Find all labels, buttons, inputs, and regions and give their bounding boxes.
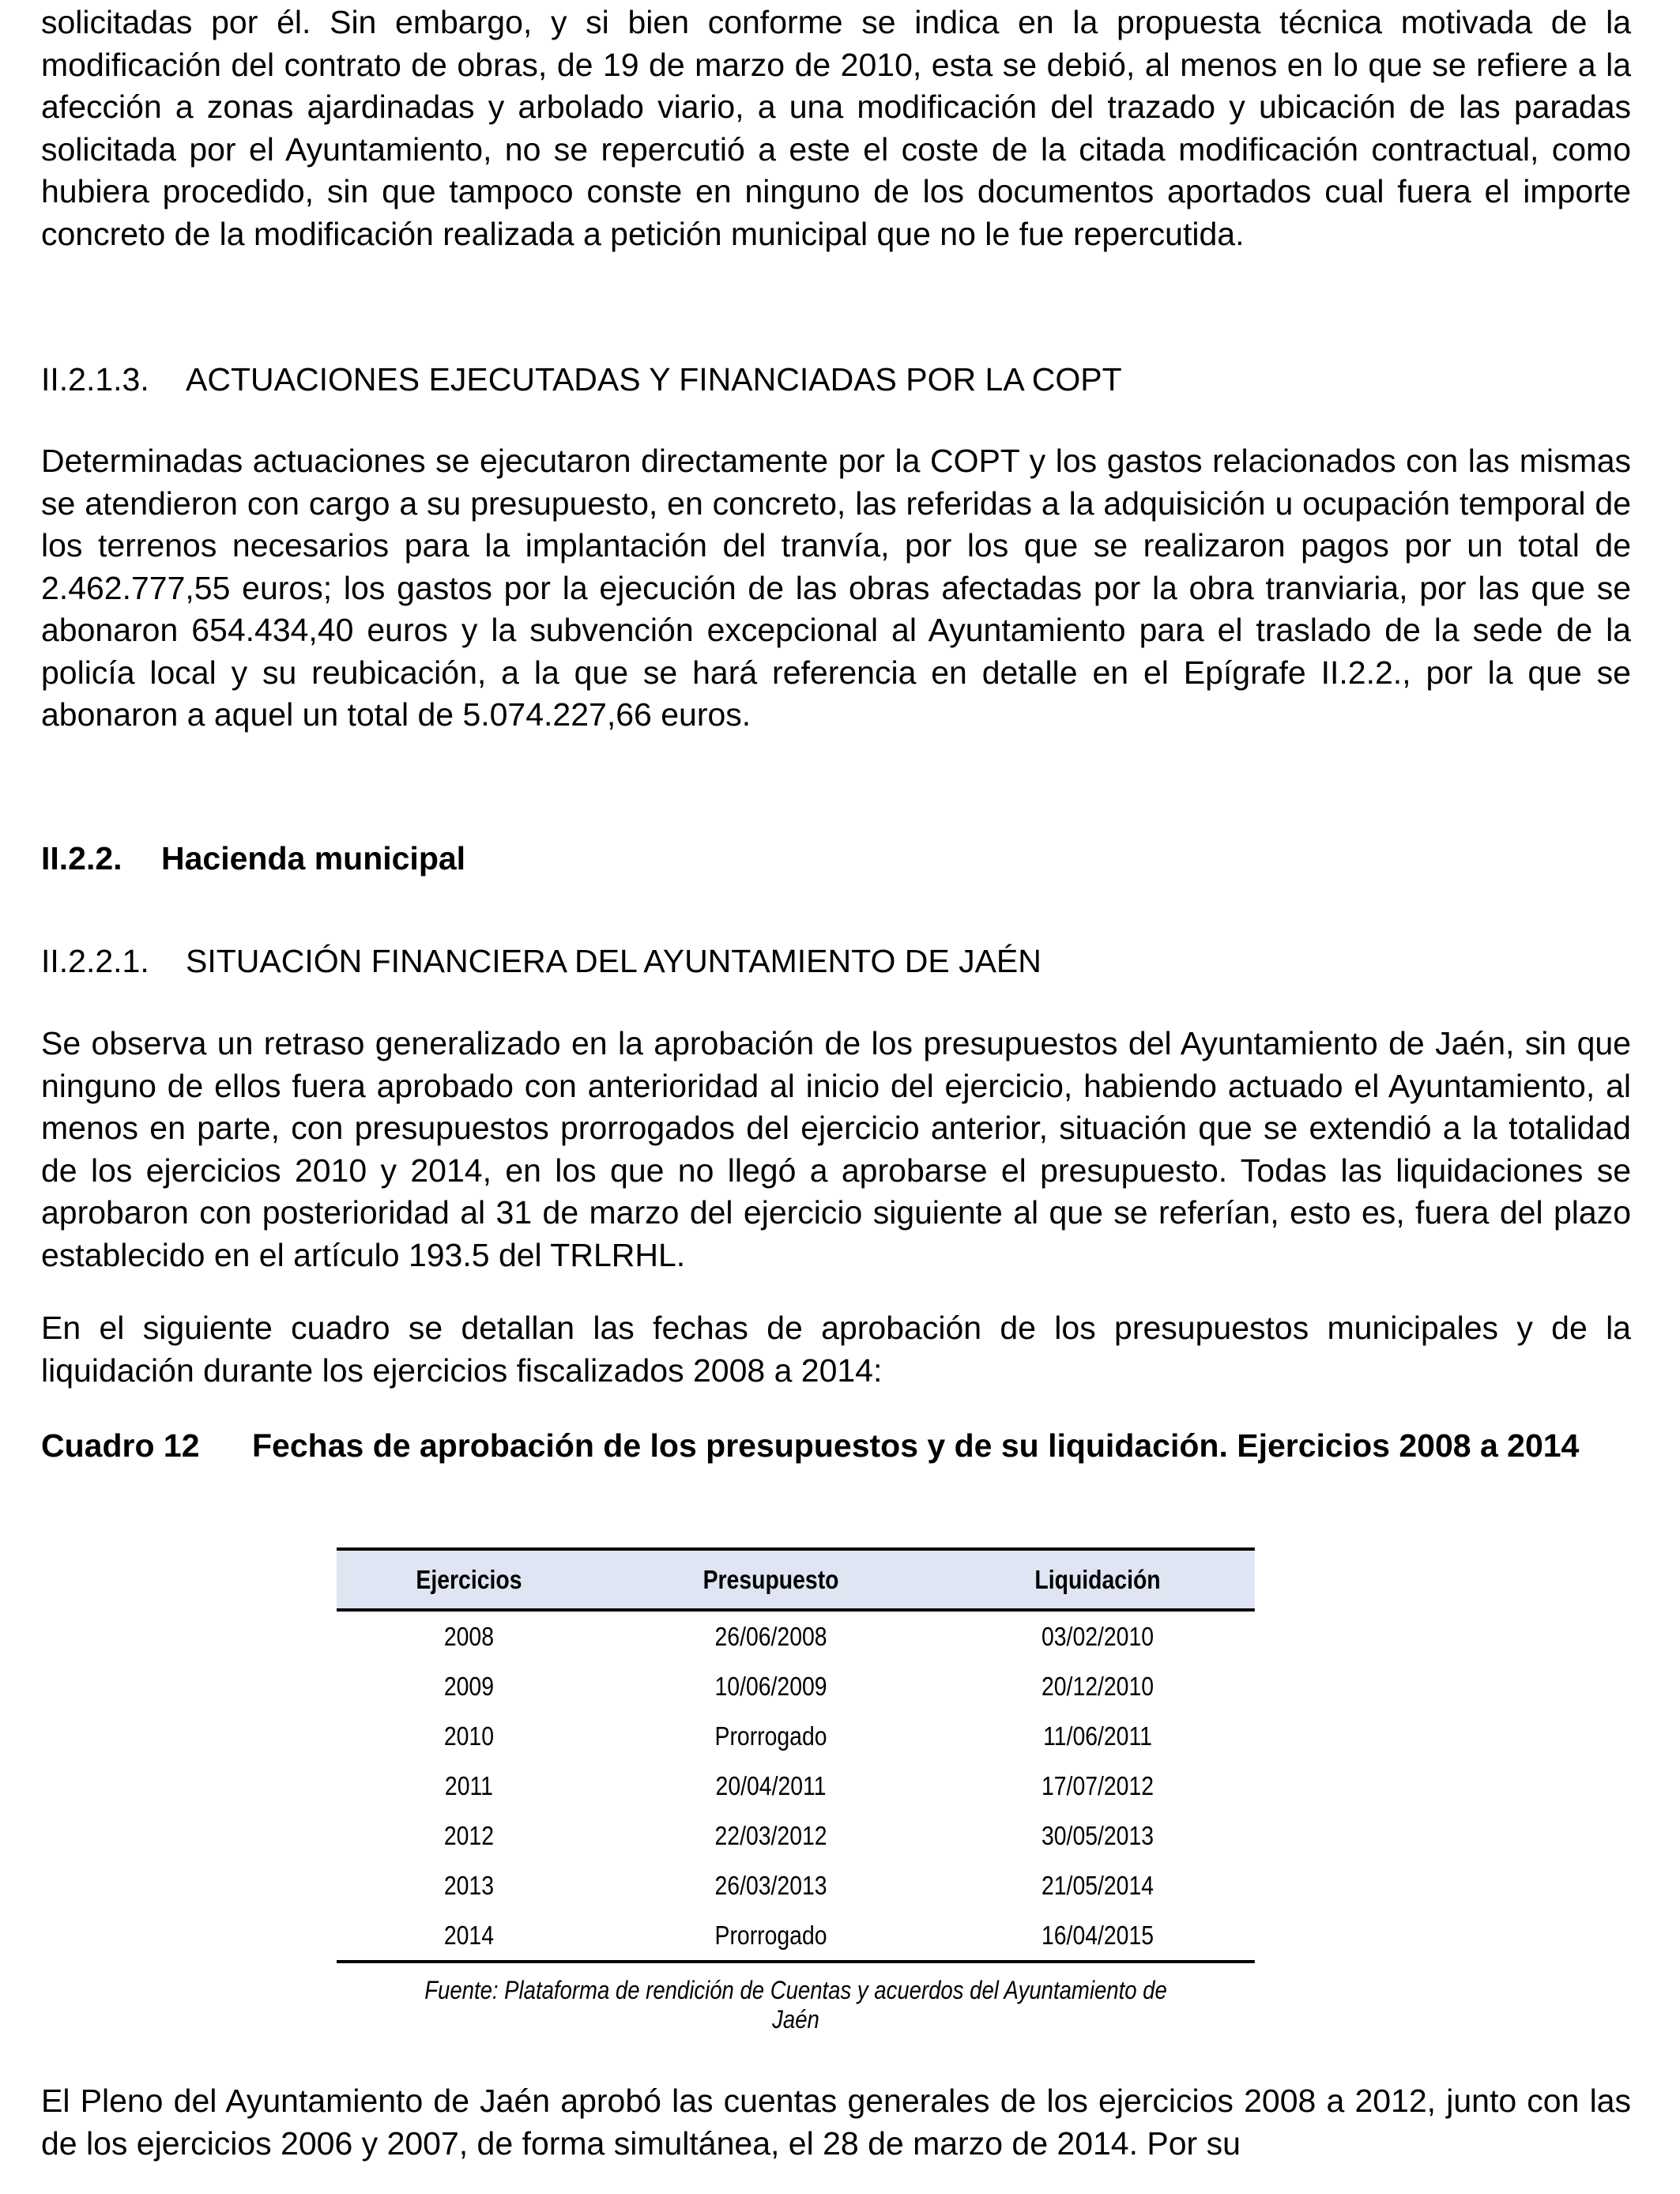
header-ejercicios: Ejercicios [337,1549,601,1610]
section-number: II.2.2. [41,840,122,876]
cell-settlement: 20/12/2010 [1041,1671,1155,1701]
cell-settlement: 30/05/2013 [1041,1820,1155,1850]
cell-year: 2014 [337,1910,601,1962]
header-presupuesto: Presupuesto [601,1549,940,1610]
table-row [337,1860,1255,1910]
table-row [337,1811,1255,1860]
table-title: Fechas de aprobación de los presupuestos y de su liquidación. Ejercicios 2008 a 2014 [252,1427,1580,1464]
table-intro-paragraph: En el siguiente cuadro se detallan las fechas de aprobación de los presupuestos municipales y de la liquidación durante los ejercicios fiscalizados 2008 a 2014: [41,1310,1631,1389]
intro-paragraph: solicitadas por él. Sin embargo, y si bien conforme se indica en la propuesta técnica motivada de la modificación del contrato de obras, de 19 de marzo de 2010, esta se debió, al menos en lo que se refiere a la afección a zonas ajardinadas y arbolado viario, a una modificación del trazado y ubicación de las paradas solicitada por el Ayuntamiento, no se repercutió a este el coste de la citada modificación contractual, como hubiera procedido, sin que tampoco conste en ninguno de los documentos aportados cual fuera el importe concreto de la modificación realizada a petición municipal que no le fue repercutida. [41,4,1631,252]
section-heading-2-2-1 [41,941,1042,982]
table-row [337,1910,1255,1962]
cell-budget: Prorrogado [601,1910,940,1962]
cell-budget: 22/03/2012 [714,1820,827,1850]
table-label: Cuadro 12 [41,1427,200,1464]
finance-paragraph: Se observa un retraso generalizado en la aprobación de los presupuestos del Ayuntamiento de Jaén, sin que ninguno de ellos fuera aprobado con anterioridad al inicio del ejercicio, habiendo actuado el Ayuntamiento, al menos en parte, con presupuestos prorrogados del ejercicio anterior, situación que se extendió a la totalidad de los ejercicios 2010 y 2014, en los que no llegó a aprobarse el presupuesto. Todas las liquidaciones se aprobaron con posterioridad al 31 de marzo del ejercicio siguiente al que se referían, esto es, fuera del plazo establecido en el artículo 193.5 del TRLRHL. [41,1025,1631,1273]
cell-year: 2013 [443,1870,495,1900]
cell-settlement: 17/07/2012 [1041,1770,1155,1800]
table-source-note: Fuente: Plataforma de rendición de Cuentas y acuerdos del Ayuntamiento de Jaén [424,1976,1167,2034]
table-row [337,1661,1255,1711]
table-caption [41,1425,1631,1467]
cell-year: 2012 [443,1820,495,1850]
section-title: ACTUACIONES EJECUTADAS Y FINANCIADAS POR LA COPT [186,361,1122,398]
cell-year: 2009 [443,1671,495,1701]
table-container [337,1547,1255,2034]
cell-settlement: 16/04/2015 [940,1910,1255,1962]
copt-paragraph: Determinadas actuaciones se ejecutaron directamente por la COPT y los gastos relacionados con las mismas se atendieron con cargo a su presupuesto, en concreto, las referidas a la adquisición u ocupación temporal de los terrenos necesarios para la implantación del tranvía, por los que se realizaron pagos por un total de 2.462.777,55 euros; los gastos por la ejecución de las obras afectadas por la obra tranviaria, por las que se abonaron 654.434,40 euros y la subvención excepcional al Ayuntamiento para el traslado de la sede de la policía local y su reubicación, a la que se hará referencia en detalle en el Epígrafe II.2.2., por la que se abonaron a aquel un total de 5.074.227,66 euros. [41,443,1631,733]
table-row [337,1711,1255,1761]
cell-budget: Prorrogado [714,1721,827,1751]
cell-year: 2010 [443,1721,495,1751]
cell-budget: 10/06/2009 [714,1671,827,1701]
closing-paragraph: El Pleno del Ayuntamiento de Jaén aprobó las cuentas generales de los ejercicios 2008 a 2012, junto con las de los ejercicios 2006 y 2007, de forma simultánea, el 28 de marzo de 2014. Por su [41,2083,1631,2162]
header-liquidacion: Liquidación [940,1549,1255,1610]
cell-budget: 26/03/2013 [714,1870,827,1900]
cell-year: 2011 [444,1770,493,1800]
cell-settlement: 21/05/2014 [1041,1870,1155,1900]
cell-budget: 20/04/2011 [715,1770,827,1800]
table-row [337,1761,1255,1811]
cell-year: 2008 [443,1621,495,1651]
table-header-row [337,1549,1255,1610]
cell-budget: 26/06/2008 [714,1621,827,1651]
section-title: Hacienda municipal [161,840,466,876]
section-number: II.2.2.1. [41,943,149,979]
cell-settlement: 03/02/2010 [1041,1621,1155,1651]
cell-settlement: 11/06/2011 [1043,1721,1152,1751]
section-number: II.2.1.3. [41,361,149,398]
approval-dates-table [337,1547,1255,1963]
section-heading-2-2 [41,838,465,880]
section-title: SITUACIÓN FINANCIERA DEL AYUNTAMIENTO DE JAÉN [186,943,1042,979]
table-row [337,1610,1255,1661]
section-heading-2-1-3 [41,359,1122,401]
